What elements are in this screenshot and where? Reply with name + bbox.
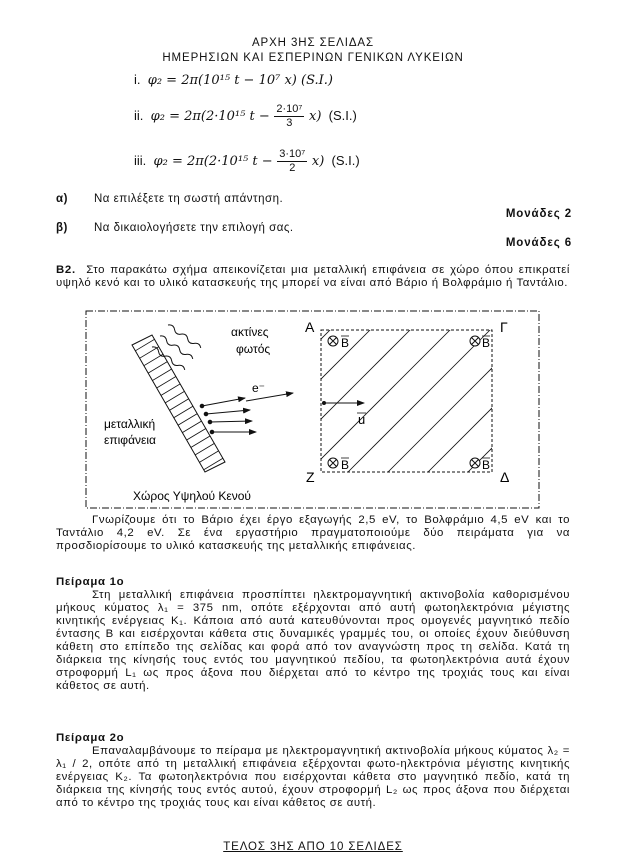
svg-text:B: B — [482, 458, 491, 472]
svg-text:B: B — [482, 336, 491, 350]
option-ii: ii. φ₂ = 2π(2·10¹⁵ t − $\frac{\text{2·10⁷}}{3}$ x) (S.I.) — [134, 103, 357, 129]
electron-arrows — [200, 393, 293, 434]
electron-label: e⁻ — [252, 381, 266, 395]
b2-intro: Β2. Στο παρακάτω σχήμα απεικονίζεται μια μεταλλική επιφάνεια σε χώρο όπου επικρατεί υψηλό κενό και το υλικό κατασκευής της μπορεί να είναι από Βάριο ή Βολφράμιο ή Ταντάλιο. — [56, 264, 570, 289]
experiment-2-text: Επαναλαμβάνουμε το πείραμα με ηλεκτρομαγνητική ακτινοβολία μήκους κύματος λ₂ = λ₁ / 2, οπότε από τη μεταλλική επιφάνεια εξέρχονται φωτο-ηλεκτρόνια μέγιστης κινητικής ενέργειας Κ₂. Τα φωτοηλεκτρόνια που εισέρχονται κάθετα στο μαγνητικό πεδίο, κατά τη διάρκεια της κίνησής τους εντός αυτού, έχουν στροφορμή L₂ ως προς άξονα που διέρχεται από το κέντρο της τροχιάς τους και είναι κάθετος σε αυτή. — [56, 745, 570, 809]
header-line-2: ΗΜΕΡΗΣΙΩΝ ΚΑΙ ΕΣΠΕΡΙΝΩΝ ΓΕΝΙΚΩΝ ΛΥΚΕΙΩΝ — [162, 52, 464, 64]
corner-d: Δ — [500, 469, 510, 485]
field-into-page-icons — [328, 336, 480, 468]
experiment-2-title: Πείραμα 2ο — [56, 732, 125, 744]
experiment-1 — [56, 576, 570, 693]
body-paragraph: Γνωρίζουμε ότι το Βάριο έχει έργο εξαγωγής 2,5 eV, το Βολφράμιο 4,5 eV και το Ταντάλιο 4,2 eV. Σε ένα εργαστήριο πραγματοποιούμε δύο πειράματα για να προσδιορίσουμε το υλικό κατασκευής της μεταλλικής επιφάνειας. — [56, 514, 570, 552]
rays-label-2: φωτός — [236, 342, 271, 356]
question-b: β) Να δικαιολογήσετε την επιλογή σας. — [56, 222, 294, 234]
corner-g: Γ — [500, 319, 508, 335]
marks-a: Μονάδες 2 — [505, 208, 572, 220]
svg-text:B: B — [341, 458, 350, 472]
question-a: α) Να επιλέξετε τη σωστή απάντηση. — [56, 193, 284, 205]
surface-label-1: μεταλλική — [104, 417, 156, 431]
surface-label-2: επιφάνεια — [104, 433, 156, 447]
page-footer: ΤΕΛΟΣ 3ΗΣ ΑΠΟ 10 ΣΕΛΙΔΕΣ — [223, 841, 403, 853]
svg-text:B: B — [341, 336, 350, 350]
field-region — [321, 330, 492, 472]
vacuum-caption: Χώρος Υψηλού Κενού — [133, 489, 251, 503]
velocity-label: u — [358, 412, 366, 427]
experiment-1-title: Πείραμα 1ο — [56, 576, 125, 588]
corner-z: Ζ — [306, 469, 315, 485]
option-i: i. φ₂ = 2π(10¹⁵ t − 10⁷ x) (S.I.) — [134, 72, 333, 88]
option-iii: iii. φ₂ = 2π(2·10¹⁵ t − $\frac{\text{3·10⁷}}{2}$ x) (S.I.) — [134, 148, 360, 174]
experiment-1-text: Στη μεταλλική επιφάνεια προσπίπτει ηλεκτρομαγνητική ακτινοβολία καθορισμένου μήκους κύματος λ₁ = 375 nm, οπότε εξέρχονται από αυτή φωτοηλεκτρόνια μέγιστης κινητικής ενέργειας Κ₁. Κάποια από αυτά κατευθύνονται προς ομογενές μαγνητικό πεδίο έντασης Β και εισέρχονται κάθετα στις δυναμικές γραμμές του, οι οποίες έχουν διεύθυνση κάθετη στο επίπεδο της σελίδας και φορά από τον αναγνώστη προς τη σελίδα. Κατά τη διάρκεια της κίνησής τους εντός του μαγνητικού πεδίου, τα φωτοηλεκτρόνια αυτά έχουν στροφορμή L₁ ως προς άξονα που διέρχεται από το κέντρο της τροχιάς τους και είναι κάθετος σε αυτή. — [56, 589, 570, 692]
rays-label-1: ακτίνες — [231, 325, 269, 339]
field-vector-arrows — [341, 336, 490, 458]
header-line-1: ΑΡΧΗ 3ΗΣ ΣΕΛΙΔΑΣ — [251, 37, 375, 49]
fraction-iii: $\frac{\text{3·10⁷}}{2}$ — [279, 148, 306, 174]
marks-b: Μονάδες 6 — [505, 237, 572, 249]
experiment-2 — [56, 732, 570, 810]
fraction-ii: $\frac{\text{2·10⁷}}{3}$ — [276, 103, 303, 129]
corner-a: Α — [305, 319, 315, 335]
